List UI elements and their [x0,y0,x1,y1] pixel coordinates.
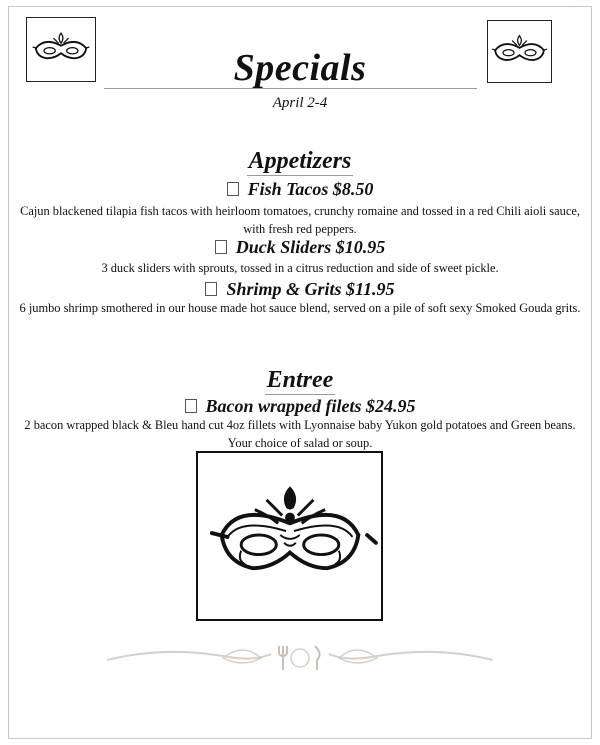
missing-glyph-box-icon [205,282,217,296]
missing-glyph-box-icon [227,182,239,196]
masquerade-mask-icon [196,451,383,621]
menu-item-name: Bacon wrapped filets $24.95 [0,396,600,417]
menu-item-name: Fish Tacos $8.50 [0,179,600,200]
page-title: Specials [233,47,367,89]
date-range: April 2-4 [272,95,328,111]
menu-item-description: 6 jumbo shrimp smothered in our house made hot sauce blend, served on a pile of soft sexy Smoked Gouda grits. [19,301,581,315]
menu-item-description: 3 duck sliders with sprouts, tossed in a citrus reduction and side of sweet pickle. [101,261,499,275]
fork-knife-flourish-icon [103,636,497,680]
section-heading-appetizers: Appetizers [248,148,352,174]
menu-item-description: 2 bacon wrapped black & Bleu hand cut 4oz fillets with Lyonnaise baby Yukon gold potatoes and Green beans. Your choice of salad or soup. [24,418,576,450]
section-heading-entree: Entree [266,367,334,393]
missing-glyph-box-icon [215,240,227,254]
menu-item-name: Shrimp & Grits $11.95 [0,279,600,300]
menu-item-description: Cajun blackened tilapia fish tacos with heirloom tomatoes, crunchy romaine and tossed in a red Chili aioli sauce, with fresh red peppers. [20,204,580,236]
menu-item-name: Duck Sliders $10.95 [0,237,600,258]
missing-glyph-box-icon [185,399,197,413]
title-divider [104,88,477,89]
